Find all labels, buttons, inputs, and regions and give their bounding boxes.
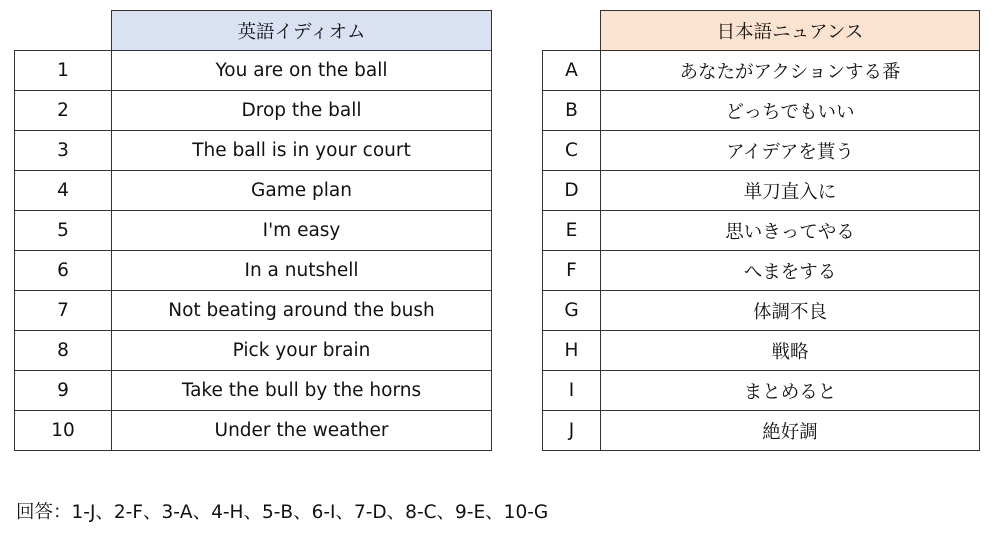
idiom-row-text: You are on the ball [112, 51, 492, 91]
table-row [15, 211, 492, 251]
nuance-row-index: J [543, 411, 601, 451]
table-row [15, 371, 492, 411]
table-row [15, 171, 492, 211]
nuance-row-index: E [543, 211, 601, 251]
idiom-row-text: In a nutshell [112, 251, 492, 291]
table-row [15, 131, 492, 171]
nuance-row-text: どっちでもいい [601, 91, 980, 131]
idiom-row-text: The ball is in your court [112, 131, 492, 171]
idiom-row-index: 2 [15, 91, 112, 131]
table-row [543, 131, 980, 171]
answer-key: 回答：1-J、2-F、3-A、4-H、5-B、6-I、7-D、8-C、9-E、10-G [16, 502, 549, 523]
nuance-row-index: G [543, 291, 601, 331]
idiom-row-index: 5 [15, 211, 112, 251]
nuance-row-text: 絶好調 [601, 411, 980, 451]
table-row [543, 211, 980, 251]
idiom-row-text: Drop the ball [112, 91, 492, 131]
nuance-row-text: 単刀直入に [601, 171, 980, 211]
japanese-nuance-table [542, 10, 980, 451]
idiom-row-text: Under the weather [112, 411, 492, 451]
nuance-row-text: 思いきってやる [601, 211, 980, 251]
table-row [15, 51, 492, 91]
nuance-row-text: 戦略 [601, 331, 980, 371]
nuance-row-text: あなたがアクションする番 [601, 51, 980, 91]
table-row [543, 251, 980, 291]
nuance-row-index: I [543, 371, 601, 411]
nuance-row-text: へまをする [601, 251, 980, 291]
idiom-row-text: Not beating around the bush [112, 291, 492, 331]
table-row [543, 51, 980, 91]
idiom-row-text: Pick your brain [112, 331, 492, 371]
idiom-row-text: Take the bull by the horns [112, 371, 492, 411]
idiom-row-index: 9 [15, 371, 112, 411]
idiom-row-text: Game plan [112, 171, 492, 211]
idiom-row-index: 8 [15, 331, 112, 371]
table-row [15, 91, 492, 131]
idiom-row-index: 10 [15, 411, 112, 451]
table-row [15, 411, 492, 451]
idiom-row-index: 1 [15, 51, 112, 91]
nuance-row-index: D [543, 171, 601, 211]
idiom-row-index: 7 [15, 291, 112, 331]
table-row [543, 331, 980, 371]
table-row [543, 91, 980, 131]
nuance-row-text: 体調不良 [601, 291, 980, 331]
japanese-table-header: 日本語ニュアンス [601, 11, 980, 51]
table-row [543, 291, 980, 331]
nuance-row-index: H [543, 331, 601, 371]
english-idiom-table [14, 10, 492, 451]
japanese-table-corner [543, 11, 601, 51]
idiom-row-text: I'm easy [112, 211, 492, 251]
english-table-corner [15, 11, 112, 51]
idiom-row-index: 6 [15, 251, 112, 291]
table-row [543, 171, 980, 211]
nuance-row-index: A [543, 51, 601, 91]
japanese-table-header-row [543, 11, 980, 51]
nuance-row-index: B [543, 91, 601, 131]
table-row [543, 371, 980, 411]
english-table-header-row [15, 11, 492, 51]
nuance-row-text: まとめると [601, 371, 980, 411]
table-row [15, 251, 492, 291]
table-row [15, 291, 492, 331]
english-table-header: 英語イディオム [112, 11, 492, 51]
nuance-row-text: アイデアを貰う [601, 131, 980, 171]
nuance-row-index: C [543, 131, 601, 171]
table-row [15, 331, 492, 371]
idiom-row-index: 3 [15, 131, 112, 171]
idiom-row-index: 4 [15, 171, 112, 211]
nuance-row-index: F [543, 251, 601, 291]
table-row [543, 411, 980, 451]
